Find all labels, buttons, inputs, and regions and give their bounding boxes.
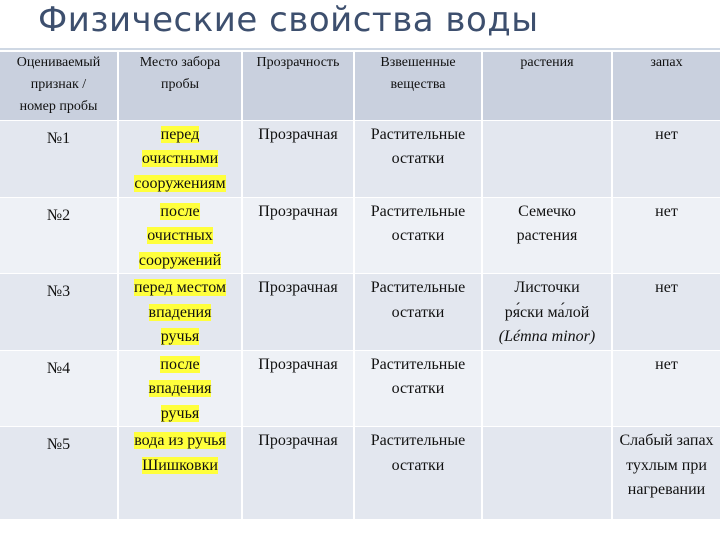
smell-text: нет bbox=[655, 355, 678, 373]
title-divider bbox=[0, 48, 720, 50]
header-sample-number bbox=[0, 52, 118, 120]
location-text: сооружений bbox=[138, 251, 222, 269]
plants-cell bbox=[482, 274, 612, 351]
header-text: вещества bbox=[390, 77, 446, 92]
suspended-text: Растительные bbox=[370, 279, 466, 296]
smell-cell bbox=[612, 427, 720, 520]
plants-cell bbox=[482, 427, 612, 520]
sample-number: №2 bbox=[46, 206, 71, 224]
location-text: после bbox=[160, 355, 200, 373]
location-text: очистными bbox=[141, 150, 219, 167]
suspended-cell bbox=[354, 197, 482, 274]
location-text: после bbox=[160, 202, 200, 220]
plants-text: ря́ски ма́лой bbox=[504, 303, 590, 321]
suspended-cell bbox=[354, 350, 482, 427]
transparency-cell bbox=[242, 350, 354, 427]
suspended-cell bbox=[354, 274, 482, 351]
location-text: очистных bbox=[147, 227, 213, 244]
location-cell bbox=[118, 350, 242, 427]
water-properties-table bbox=[0, 52, 720, 519]
transparency-cell bbox=[242, 427, 354, 520]
sample-number-cell bbox=[0, 120, 118, 197]
suspended-cell bbox=[354, 427, 482, 520]
table-row bbox=[0, 274, 720, 351]
smell-cell bbox=[612, 120, 720, 197]
smell-cell bbox=[612, 350, 720, 427]
location-text: впадения bbox=[148, 380, 212, 397]
suspended-text: остатки bbox=[391, 456, 445, 474]
location-cell bbox=[118, 120, 242, 197]
smell-text: нет bbox=[655, 202, 678, 220]
location-text: сооружениям bbox=[134, 174, 226, 192]
smell-text: нет bbox=[655, 125, 678, 143]
header-location bbox=[118, 52, 242, 120]
location-text: перед местом bbox=[133, 279, 227, 296]
sample-number-cell bbox=[0, 274, 118, 351]
plants-cell bbox=[482, 197, 612, 274]
location-text: Шишковки bbox=[142, 456, 218, 474]
header-text: Взвешенные bbox=[380, 55, 456, 70]
header-smell bbox=[612, 52, 720, 120]
location-text: впадения bbox=[148, 303, 212, 321]
suspended-text: остатки bbox=[391, 380, 445, 397]
sample-number: №5 bbox=[46, 436, 71, 453]
smell-text: нет bbox=[655, 279, 678, 296]
header-text: номер пробы bbox=[19, 99, 98, 114]
suspended-text: Растительные bbox=[370, 432, 466, 449]
sample-number-cell bbox=[0, 427, 118, 520]
header-transparency bbox=[242, 52, 354, 120]
plants-cell bbox=[482, 350, 612, 427]
header-text: запах bbox=[650, 55, 683, 70]
location-text: вода из ручья bbox=[134, 432, 226, 449]
smell-text: нагревании bbox=[627, 481, 706, 498]
table-row bbox=[0, 120, 720, 197]
smell-text: Слабый запах bbox=[619, 432, 714, 449]
suspended-text: остатки bbox=[391, 303, 445, 321]
sample-number-cell bbox=[0, 197, 118, 274]
location-cell bbox=[118, 274, 242, 351]
header-row bbox=[0, 52, 720, 120]
location-cell bbox=[118, 427, 242, 520]
header-text: признак / bbox=[30, 77, 87, 92]
plants-text: Семечко bbox=[518, 202, 576, 220]
plants-latin-name: (Lémna minor) bbox=[498, 328, 596, 345]
transparency-text: Прозрачная bbox=[258, 355, 338, 373]
transparency-text: Прозрачная bbox=[258, 279, 338, 296]
sample-number: №4 bbox=[46, 359, 71, 377]
sample-number: №1 bbox=[46, 129, 71, 147]
transparency-cell bbox=[242, 197, 354, 274]
plants-text: растения bbox=[516, 227, 578, 244]
transparency-cell bbox=[242, 120, 354, 197]
location-text: ручья bbox=[160, 404, 200, 422]
location-text: ручья bbox=[160, 328, 200, 345]
sample-number-cell bbox=[0, 350, 118, 427]
table-row bbox=[0, 197, 720, 274]
transparency-cell bbox=[242, 274, 354, 351]
smell-cell bbox=[612, 274, 720, 351]
transparency-text: Прозрачная bbox=[258, 202, 338, 220]
header-plants bbox=[482, 52, 612, 120]
suspended-text: Растительные bbox=[370, 125, 466, 143]
transparency-text: Прозрачная bbox=[258, 125, 338, 143]
slide-title: Физические свойства воды bbox=[38, 0, 539, 40]
header-text: Место забора bbox=[139, 55, 221, 70]
header-suspended bbox=[354, 52, 482, 120]
suspended-text: Растительные bbox=[370, 355, 466, 373]
header-text: растения bbox=[520, 55, 574, 70]
header-text: пробы bbox=[160, 77, 200, 92]
location-text: перед bbox=[160, 125, 200, 143]
suspended-cell bbox=[354, 120, 482, 197]
suspended-text: Растительные bbox=[370, 202, 466, 220]
location-cell bbox=[118, 197, 242, 274]
transparency-text: Прозрачная bbox=[258, 432, 338, 449]
smell-cell bbox=[612, 197, 720, 274]
table-row bbox=[0, 427, 720, 520]
table-row bbox=[0, 350, 720, 427]
header-text: Оцениваемый bbox=[16, 55, 101, 70]
plants-cell bbox=[482, 120, 612, 197]
suspended-text: остатки bbox=[391, 150, 445, 167]
sample-number: №3 bbox=[46, 283, 71, 300]
suspended-text: остатки bbox=[391, 227, 445, 244]
plants-text: Листочки bbox=[514, 279, 580, 296]
header-text: Прозрачность bbox=[256, 55, 340, 70]
smell-text: тухлым при bbox=[626, 456, 707, 474]
